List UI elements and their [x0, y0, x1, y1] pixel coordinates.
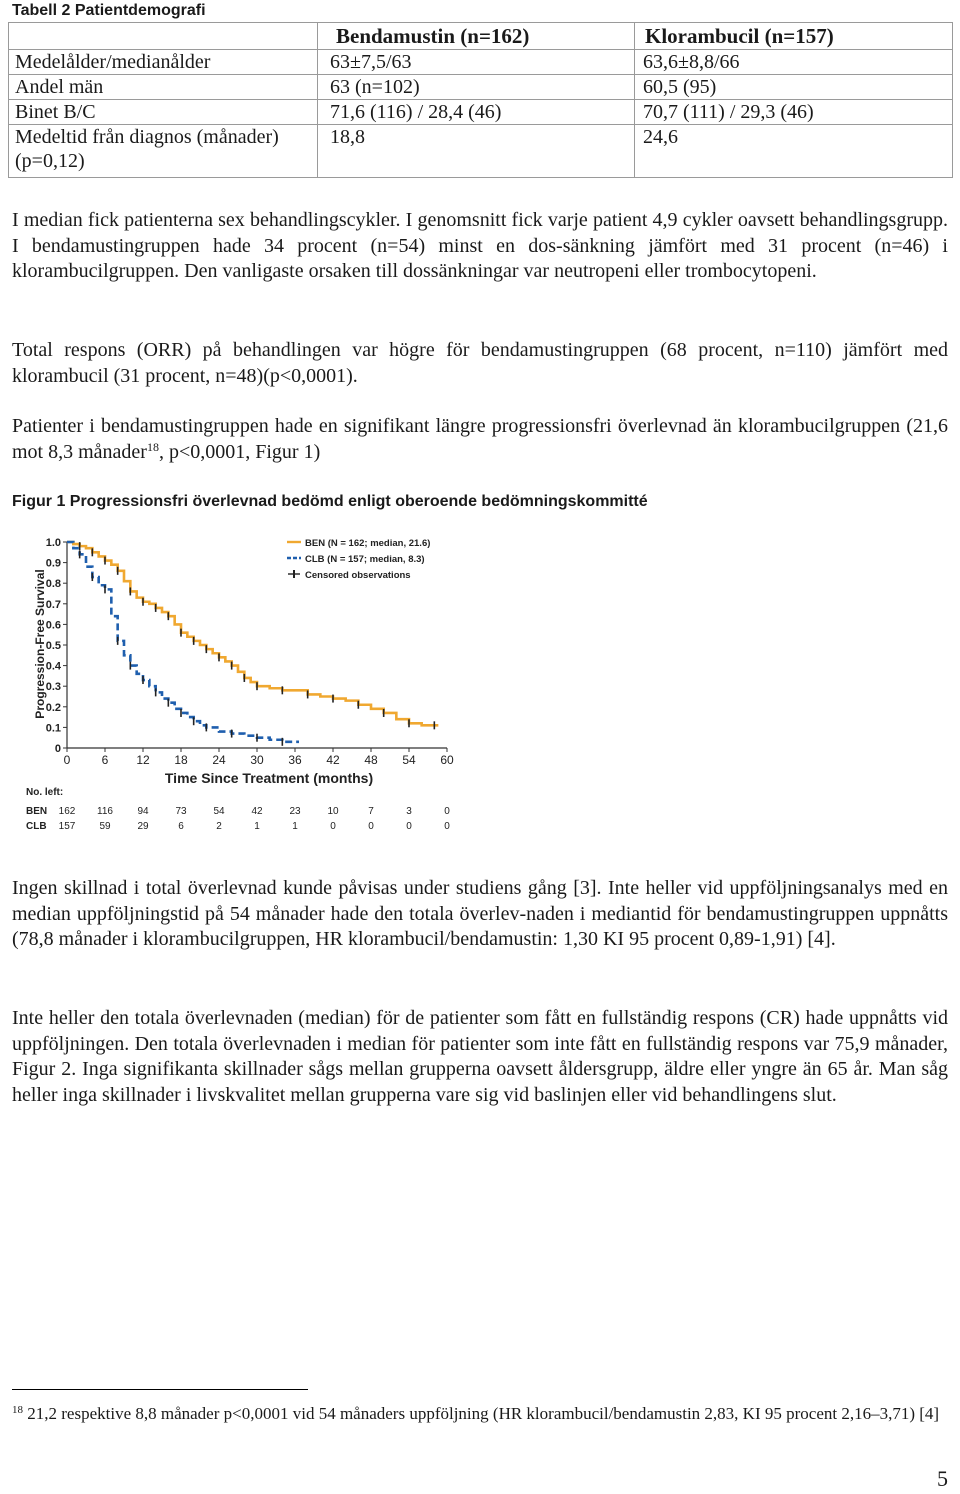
risk-count: 2	[216, 821, 222, 832]
table-row	[9, 75, 953, 100]
risk-count: 10	[327, 806, 339, 817]
body-paragraph: I median fick patienterna sex behandlingscykler. I genomsnitt fick varje patient 4,9 cykler oavsett behandlingsgrupp. I bendamustingruppen hade 34 procent (n=54) minst en dos-sänkning jämfört med 31 procent (n=46) i klorambucilgruppen. Den vanligaste orsaken till dossänkningar var neutropeni eller trombocytopeni.	[12, 209, 948, 282]
table-cell: 60,5 (95)	[635, 75, 953, 100]
table-header-cell	[9, 23, 318, 50]
y-tick-label: 0.2	[45, 701, 61, 714]
table-cell: 71,6 (116) / 28,4 (46)	[318, 100, 635, 125]
table-cell: Medelålder/medianålder	[9, 50, 318, 75]
y-tick-label: 0.3	[45, 681, 61, 694]
table-cell: 63,6±8,8/66	[635, 50, 953, 75]
table-header-cell: Klorambucil (n=157)	[635, 23, 953, 50]
risk-count: 94	[137, 806, 149, 817]
x-tick-label: 60	[440, 753, 454, 767]
y-tick-label: 0.1	[45, 722, 61, 735]
risk-count: 1	[292, 821, 298, 832]
pfs-kaplan-meier-chart	[12, 520, 462, 848]
numbers-at-risk-label: No. left:	[26, 787, 64, 798]
body-paragraph: Ingen skillnad i total överlevnad kunde påvisas under studiens gång [3]. Inte heller vid uppföljningsanalys med en median uppföljningstid på 54 månader hade den totala överlev-naden i mediantid för bendamustingruppen uppnåtts (78,8 månader i klorambucilgruppen, HR klorambucil/bendamustin: 1,30 KI 95 procent 0,89-1,91) [4].	[12, 877, 948, 950]
risk-count: 6	[178, 821, 184, 832]
risk-group-label: BEN	[26, 806, 48, 817]
risk-count: 3	[406, 806, 412, 817]
table-caption: Tabell 2 Patientdemografi	[12, 2, 206, 19]
body-paragraph: Inte heller den totala överlevnaden (median) för de patienter som fått en fullständig respons (CR) hade uppnåtts vid uppföljningen. Den totala överlevnaden i median för patienter som inte fått en fullständig respons var 75,9 månader, Figur 2. Inga signifikanta skillnader sågs mellan grupperna oavsett åldersgrupp, äldre eller yngre än 65 år. Man såg heller inga skillnader i livskvalitet mellan grupperna vare sig vid baslinjen eller vid behandlingens slut.	[12, 1007, 948, 1106]
table-row	[9, 50, 953, 75]
footnote-text: 21,2 respektive 8,8 månader p<0,0001 vid 54 månaders uppföljning (HR klorambucil/bendamustin 2,83, KI 95 procent 2,16–3,71) [4]	[23, 1404, 940, 1423]
x-tick-label: 12	[136, 753, 150, 767]
table-cell: 18,8	[318, 125, 635, 178]
page-number: 5	[937, 1466, 948, 1491]
x-tick-label: 42	[326, 753, 340, 767]
risk-group-label: CLB	[26, 821, 47, 832]
risk-count: 29	[137, 821, 149, 832]
figure-caption: Figur 1 Progressionsfri överlevnad bedömd enligt oberoende bedömningskommitté	[12, 493, 648, 510]
risk-count: 0	[444, 821, 450, 832]
x-tick-label: 24	[212, 753, 226, 767]
x-tick-label: 30	[250, 753, 264, 767]
table-row	[9, 100, 953, 125]
table-cell: Andel män	[9, 75, 318, 100]
table-cell: 70,7 (111) / 29,3 (46)	[635, 100, 953, 125]
x-axis-label: Time Since Treatment (months)	[164, 770, 374, 786]
y-tick-label: 0	[54, 743, 61, 755]
table-row	[9, 125, 953, 178]
x-tick-label: 18	[174, 753, 188, 767]
y-tick-label: 0.5	[45, 640, 61, 652]
risk-count: 73	[175, 806, 187, 817]
y-tick-label: 0.9	[45, 557, 61, 570]
x-tick-label: 6	[101, 753, 109, 767]
risk-count: 116	[97, 806, 113, 817]
table-cell: 24,6	[635, 125, 953, 178]
footnote	[12, 1402, 952, 1425]
risk-count: 0	[444, 806, 450, 817]
table-cell: 63±7,5/63	[318, 50, 635, 75]
table-cell: Binet B/C	[9, 100, 318, 125]
risk-count: 1	[254, 821, 260, 832]
body-paragraph: Total respons (ORR) på behandlingen var högre för bendamustingruppen (68 procent, n=110) jämfört med klorambucil (31 procent, n=48)(p<0,0001).	[12, 339, 948, 387]
risk-count: 157	[58, 821, 76, 832]
y-tick-label: 1.0	[45, 537, 61, 549]
risk-count: 42	[251, 806, 263, 817]
risk-count: 0	[406, 821, 412, 832]
table-header-cell: Bendamustin (n=162)	[318, 23, 635, 50]
risk-count: 23	[289, 806, 301, 817]
x-tick-label: 54	[402, 753, 416, 767]
table-cell: 63 (n=102)	[318, 75, 635, 100]
footnote-divider	[12, 1389, 308, 1390]
x-tick-label: 0	[63, 753, 71, 767]
x-tick-label: 48	[364, 753, 378, 767]
y-tick-label: 0.4	[45, 660, 61, 673]
footnote-reference[interactable]: 18	[146, 439, 159, 454]
risk-count: 7	[368, 806, 374, 817]
legend-label: CLB (N = 157; median, 8.3)	[305, 554, 425, 565]
x-tick-label: 36	[288, 753, 302, 767]
risk-count: 59	[99, 821, 111, 832]
table-cell: Medeltid från diagnos (månader) (p=0,12)	[9, 125, 318, 178]
y-tick-label: 0.6	[45, 619, 61, 632]
risk-count: 0	[368, 821, 374, 832]
y-tick-label: 0.7	[45, 598, 61, 611]
risk-count: 0	[330, 821, 336, 832]
y-axis-label: Progression-Free Survival	[33, 569, 47, 719]
chart-legend	[287, 538, 430, 581]
legend-label: BEN (N = 162; median, 21.6)	[305, 538, 431, 549]
patient-demographics-table	[8, 22, 953, 178]
numbers-at-risk-table	[26, 787, 450, 832]
table-header-row	[9, 23, 953, 50]
risk-count: 162	[58, 806, 76, 817]
paragraph-text: Patienter i bendamustingruppen hade en signifikant längre progressionsfri överlevnad än klorambucilgruppen (21,6 mot 8,3 månader	[12, 415, 948, 463]
paragraph-text: , p<0,0001, Figur 1)	[158, 440, 321, 463]
risk-count: 54	[213, 806, 225, 817]
legend-label: Censored observations	[305, 570, 411, 581]
footnote-marker: 18	[12, 1404, 23, 1416]
clb-survival-curve	[67, 542, 299, 742]
y-tick-label: 0.8	[45, 578, 61, 591]
body-paragraph	[12, 414, 948, 465]
